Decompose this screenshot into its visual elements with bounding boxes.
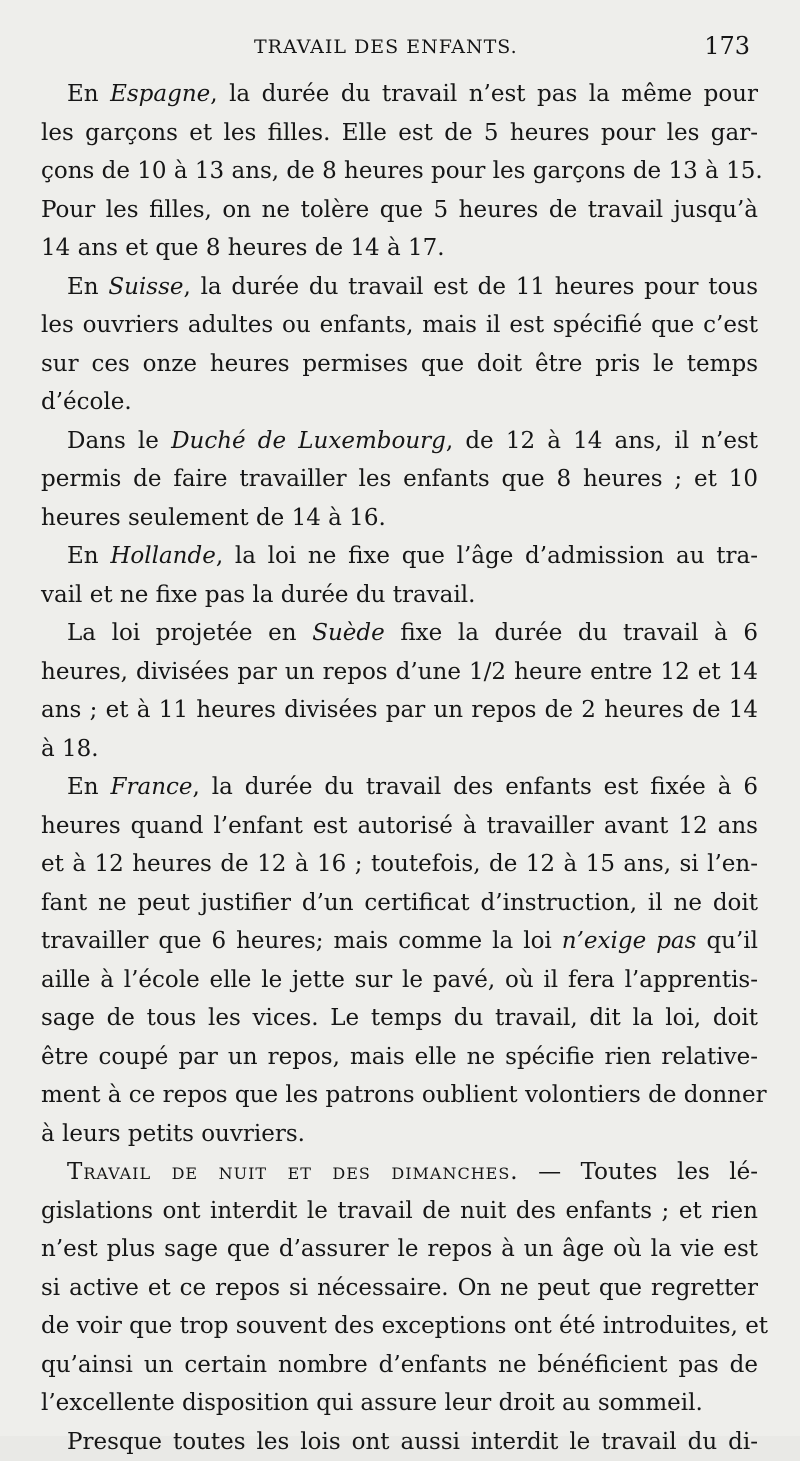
paragraph	[41, 1153, 758, 1423]
text-run: En	[67, 774, 111, 800]
text-line	[41, 1038, 758, 1077]
text-run: En	[67, 81, 110, 107]
text-line	[41, 614, 758, 653]
text-run: sur ces onze heures permises que doit être pris le temps	[41, 351, 758, 377]
text-run: sage de tous les vices. Le temps du travail, dit la loi, doit	[41, 1005, 758, 1031]
text-run: 14 ans et que 8 heures de 14 à 17.	[41, 235, 445, 261]
text-line	[41, 1423, 758, 1461]
text-run: de voir que trop souvent des exceptions ont été introduites, et	[41, 1313, 768, 1339]
italic-text: n’exige pas	[562, 928, 697, 954]
text-run: , de 12 à 14 ans, il n’est	[446, 428, 758, 454]
text-run: n’est plus sage que d’assurer le repos à un âge où la vie est	[41, 1236, 758, 1262]
text-run: à 18.	[41, 736, 99, 762]
text-line	[41, 537, 758, 576]
text-line	[41, 807, 758, 846]
text-line	[41, 306, 758, 345]
text-run: être coupé par un repos, mais elle ne spécifie rien relative-	[41, 1044, 758, 1070]
paragraph	[41, 422, 758, 538]
text-line	[41, 768, 758, 807]
text-run: les ouvriers adultes ou enfants, mais il est spécifié que c’est	[41, 312, 758, 338]
text-run: ans ; et à 11 heures divisées par un repos de 2 heures de 14	[41, 697, 758, 723]
text-line	[41, 229, 758, 268]
text-run: permis de faire travailler les enfants que 8 heures ; et 10	[41, 466, 758, 492]
text-run: , la loi ne fixe que l’âge d’admission au tra-	[216, 543, 758, 569]
text-run: vail et ne fixe pas la durée du travail.	[41, 582, 475, 608]
text-line	[41, 576, 758, 615]
text-line	[41, 1230, 758, 1269]
running-title: TRAVAIL DES ENFANTS.	[254, 36, 518, 58]
text-line	[41, 1307, 758, 1346]
text-line	[41, 691, 758, 730]
text-run: si active et ce repos si nécessaire. On ne peut que regretter	[41, 1275, 758, 1301]
text-run: fant ne peut justifier d’un certificat d’instruction, il ne doit	[41, 890, 758, 916]
text-line	[41, 1076, 758, 1115]
text-line	[41, 999, 758, 1038]
text-run: , la durée du travail est de 11 heures pour tous	[184, 274, 758, 300]
page-header	[0, 30, 800, 70]
text-run: , la durée du travail n’est pas la même pour	[210, 81, 758, 107]
text-line	[41, 383, 758, 422]
text-line	[41, 114, 758, 153]
text-run: l’excellente disposition qui assure leur droit au sommeil.	[41, 1390, 703, 1416]
text-line	[41, 1153, 758, 1192]
text-run: — Toutes les lé-	[519, 1159, 758, 1185]
text-run: d’école.	[41, 389, 132, 415]
text-line	[41, 922, 758, 961]
text-run: et à 12 heures de 12 à 16 ; toutefois, de 12 à 15 ans, si l’en-	[41, 851, 758, 877]
text-run: En	[67, 543, 110, 569]
paragraph	[41, 268, 758, 422]
text-run: heures seulement de 14 à 16.	[41, 505, 386, 531]
text-run: La loi projetée en	[67, 620, 312, 646]
text-run: heures quand l’enfant est autorisé à travailler avant 12 ans	[41, 813, 758, 839]
text-line	[41, 961, 758, 1000]
paragraph	[41, 75, 758, 268]
italic-text: France	[111, 774, 193, 800]
paragraph	[41, 537, 758, 614]
text-line	[41, 845, 758, 884]
text-line	[41, 345, 758, 384]
text-run: qu’ainsi un certain nombre d’enfants ne bénéficient pas de	[41, 1352, 758, 1378]
italic-text: Duché de Luxembourg	[171, 428, 446, 454]
text-line	[41, 653, 758, 692]
text-run: Presque toutes les lois ont aussi interdit le travail du di-	[67, 1429, 758, 1455]
italic-text: Hollande	[110, 543, 215, 569]
text-line	[41, 1384, 758, 1423]
text-line	[41, 422, 758, 461]
text-run: fixe la durée du travail à 6	[385, 620, 758, 646]
paragraph	[41, 614, 758, 768]
text-run: heures, divisées par un repos d’une 1/2 heure entre 12 et 14	[41, 659, 758, 685]
text-run: , la durée du travail des enfants est fixée à 6	[193, 774, 758, 800]
text-run: çons de 10 à 13 ans, de 8 heures pour les garçons de 13 à 15.	[41, 158, 763, 184]
italic-text: Suisse	[108, 274, 183, 300]
italic-text: Suède	[312, 620, 385, 646]
text-line	[41, 268, 758, 307]
text-line	[41, 884, 758, 923]
text-run: les garçons et les filles. Elle est de 5 heures pour les gar-	[41, 120, 758, 146]
paragraph	[41, 1423, 758, 1461]
text-line	[41, 499, 758, 538]
text-line	[41, 730, 758, 769]
text-run: ment à ce repos que les patrons oublient volontiers de donner	[41, 1082, 767, 1108]
page-number: 173	[704, 32, 750, 60]
text-line	[41, 1346, 758, 1385]
text-line	[41, 75, 758, 114]
text-run: qu’il	[696, 928, 758, 954]
text-run: Pour les filles, on ne tolère que 5 heures de travail jusqu’à	[41, 197, 758, 223]
text-run: aille à l’école elle le jette sur le pavé, où il fera l’apprentis-	[41, 967, 758, 993]
text-line	[41, 1269, 758, 1308]
text-run: En	[67, 274, 108, 300]
text-line	[41, 1115, 758, 1154]
text-run: gislations ont interdit le travail de nuit des enfants ; et rien	[41, 1198, 758, 1224]
text-line	[41, 152, 758, 191]
text-line	[41, 1192, 758, 1231]
body-text	[41, 75, 758, 1461]
section-heading: Travail de nuit et des dimanches.	[67, 1159, 519, 1185]
text-line	[41, 191, 758, 230]
text-run: à leurs petits ouvriers.	[41, 1121, 305, 1147]
text-run: Dans le	[67, 428, 171, 454]
paragraph	[41, 768, 758, 1153]
text-run: travailler que 6 heures; mais comme la loi	[41, 928, 562, 954]
italic-text: Espagne	[110, 81, 210, 107]
text-line	[41, 460, 758, 499]
